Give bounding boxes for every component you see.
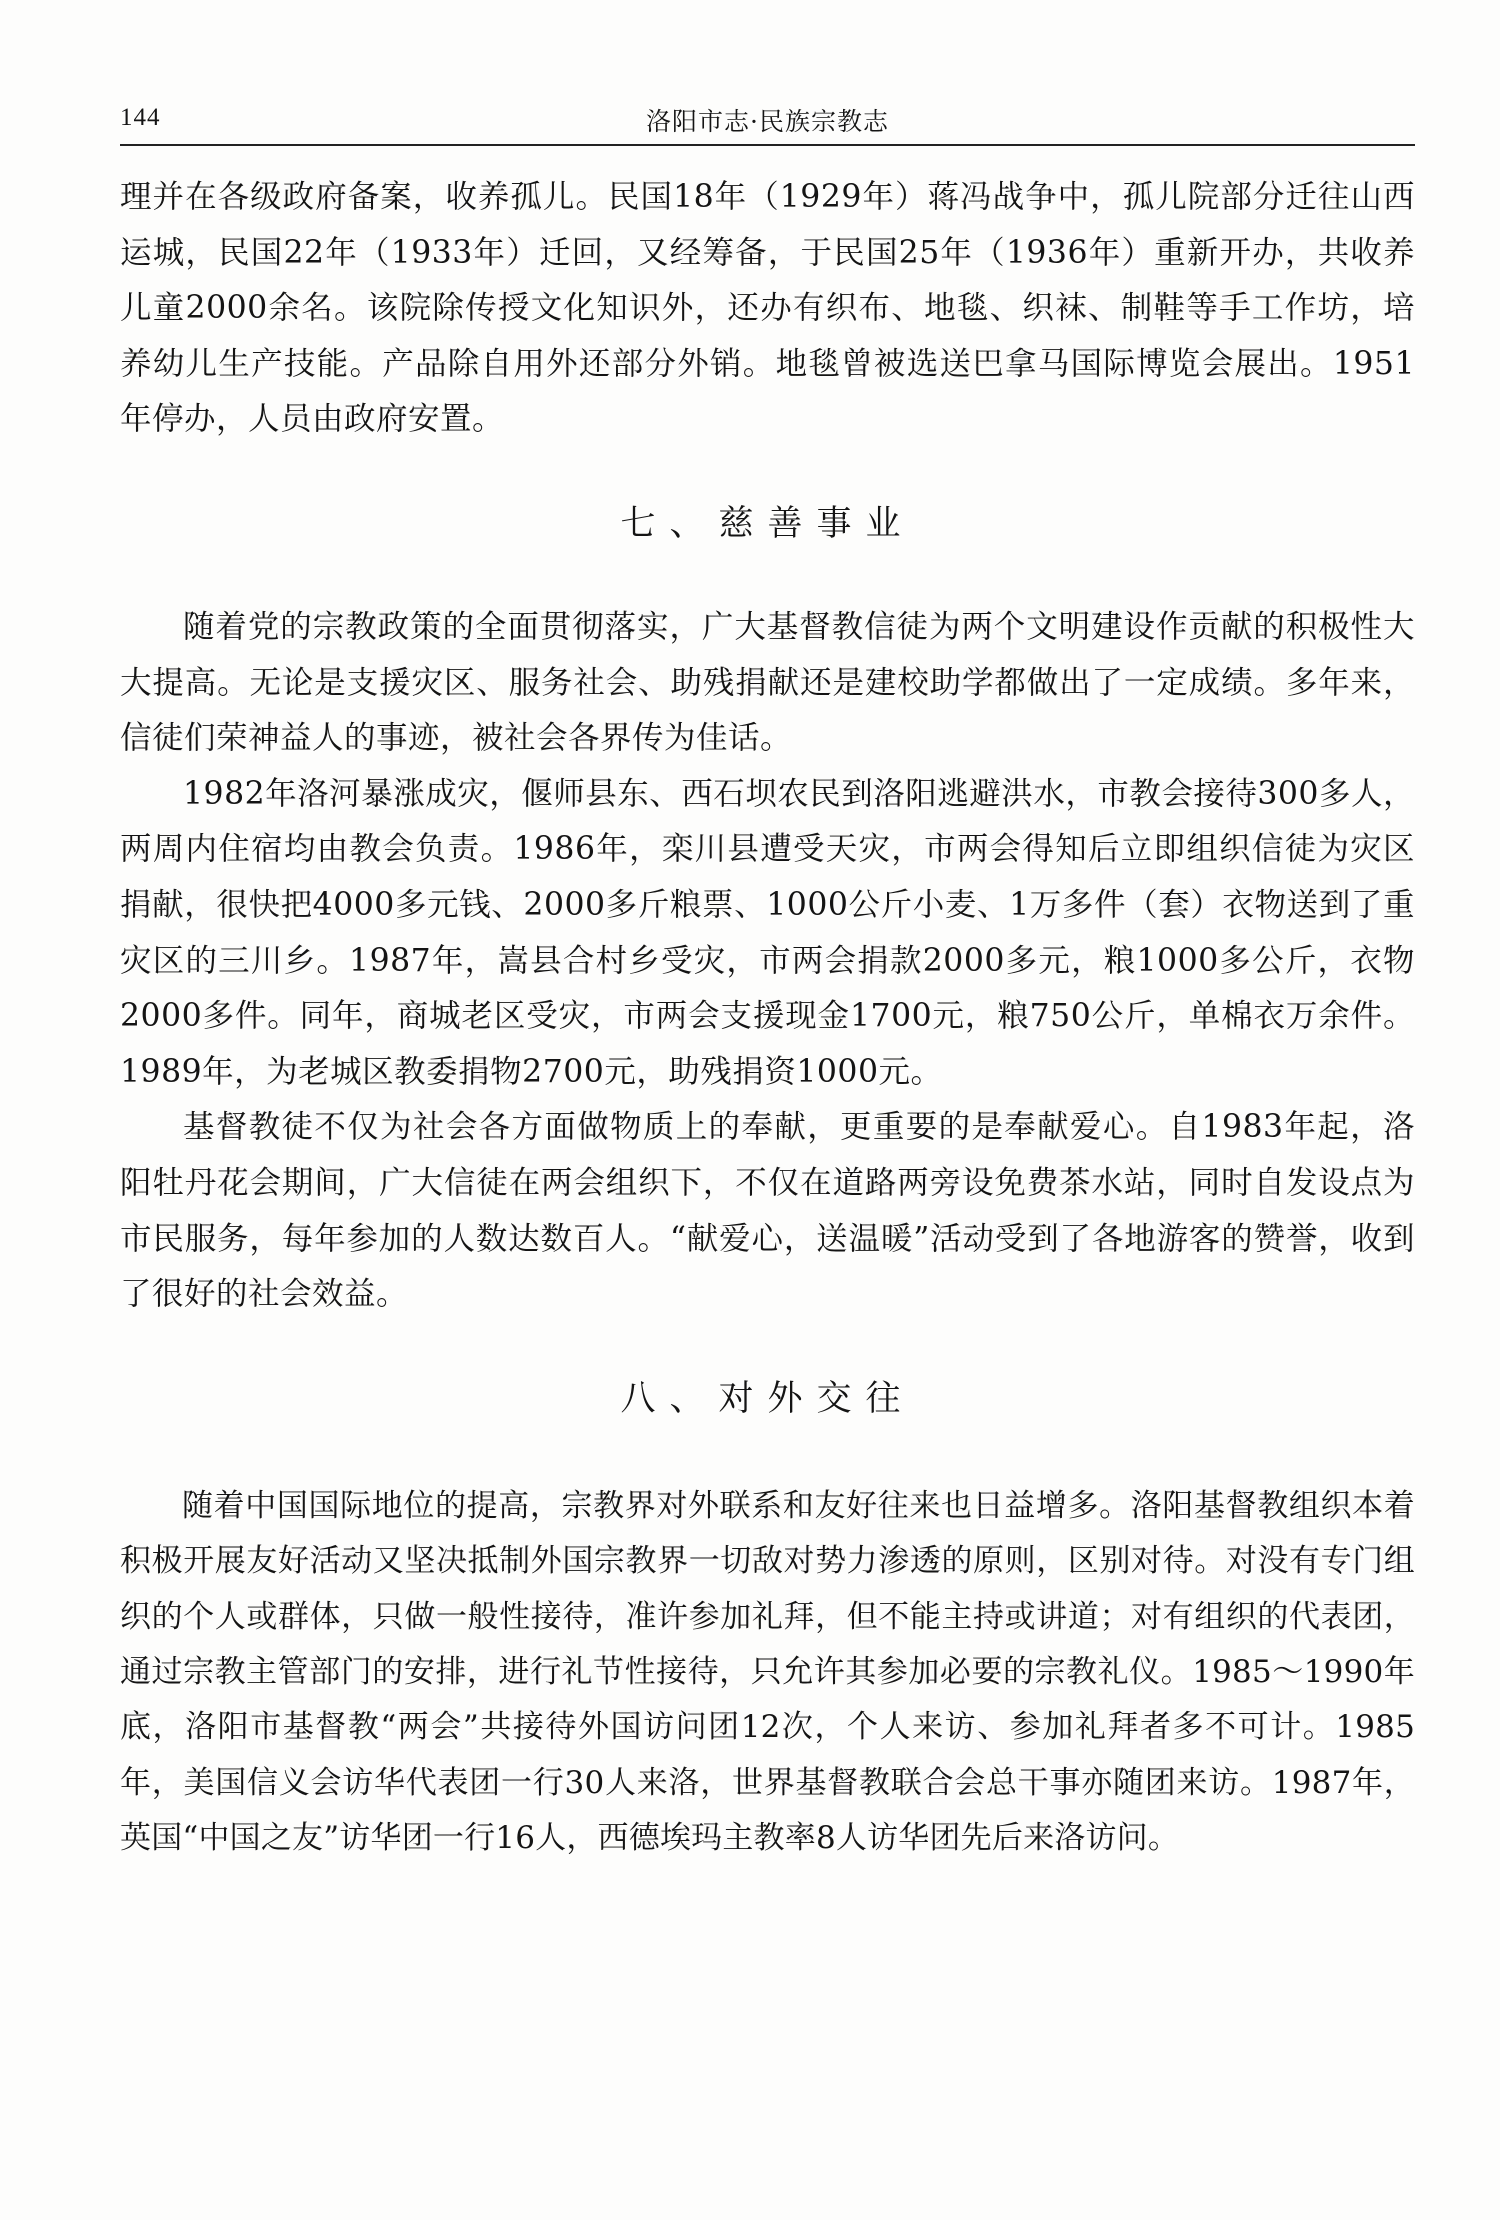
running-title: 洛阳市志·民族宗教志 bbox=[646, 107, 889, 136]
document-page bbox=[120, 100, 1415, 1867]
section-heading-foreign-relations: 八、对外交往 bbox=[620, 1378, 915, 1419]
section-heading-charity: 七、慈善事业 bbox=[620, 503, 915, 544]
page-header bbox=[120, 100, 1415, 146]
paragraph-continuation: 理并在各级政府备案，收养孤儿。民国18年（1929年）蒋冯战争中，孤儿院部分迁往山西运城，民国22年（1933年）迁回，又经筹备，于民国25年（1936年）重新开办，共收养儿童2000余名。该院除传授文化知识外，还办有织布、地毯、织袜、制鞋等手工作坊，培养幼儿生产技能。产品除自用外还部分外销。地毯曾被选送巴拿马国际博览会展出。1951年停办，人员由政府安置。 bbox=[120, 179, 1415, 438]
paragraph-foreign-relations: 随着中国国际地位的提高，宗教界对外联系和友好往来也日益增多。洛阳基督教组织本着积极开展友好活动又坚决抵制外国宗教界一切敌对势力渗透的原则，区别对待。对没有专门组织的个人或群体，只做一般性接待，准许参加礼拜，但不能主持或讲道；对有组织的代表团，通过宗教主管部门的安排，进行礼节性接待，只允许其参加必要的宗教礼仪。1985～1990年底，洛阳市基督教“两会”共接待外国访问团12次，个人来访、参加礼拜者多不可计。1985年，美国信义会访华代表团一行30人来洛，世界基督教联合会总干事亦随团来访。1987年，英国“中国之友”访华团一行16人，西德埃玛主教率8人访华团先后来洛访问。 bbox=[120, 1487, 1415, 1857]
paragraph-charity-donations: 1982年洛河暴涨成灾，偃师县东、西石坝农民到洛阳逃避洪水，市教会接待300多人，两周内住宿均由教会负责。1986年，栾川县遭受天灾，市两会得知后立即组织信徒为灾区捐献，很快把4000多元钱、2000多斤粮票、1000公斤小麦、1万多件（套）衣物送到了重灾区的三川乡。1987年，嵩县合村乡受灾，市两会捐款2000多元，粮1000多公斤，衣物2000多件。同年，商城老区受灾，市两会支援现金1700元，粮750公斤，单棉衣万余件。1989年，为老城区教委捐物2700元，助残捐资1000元。 bbox=[120, 775, 1415, 1090]
paragraph-charity-love: 基督教徒不仅为社会各方面做物质上的奉献，更重要的是奉献爱心。自1983年起，洛阳牡丹花会期间，广大信徒在两会组织下，不仅在道路两旁设免费茶水站，同时自发设点为市民服务，每年参加的人数达数百人。“献爱心，送温暖”活动受到了各地游客的赞誉，收到了很好的社会效益。 bbox=[120, 1109, 1415, 1313]
body-text bbox=[120, 170, 1415, 1867]
page-number: 144 bbox=[120, 104, 161, 131]
paragraph-charity-intro: 随着党的宗教政策的全面贯彻落实，广大基督教信徒为两个文明建设作贡献的积极性大大提高。无论是支援灾区、服务社会、助残捐献还是建校助学都做出了一定成绩。多年来，信徒们荣神益人的事迹，被社会各界传为佳话。 bbox=[120, 608, 1415, 757]
